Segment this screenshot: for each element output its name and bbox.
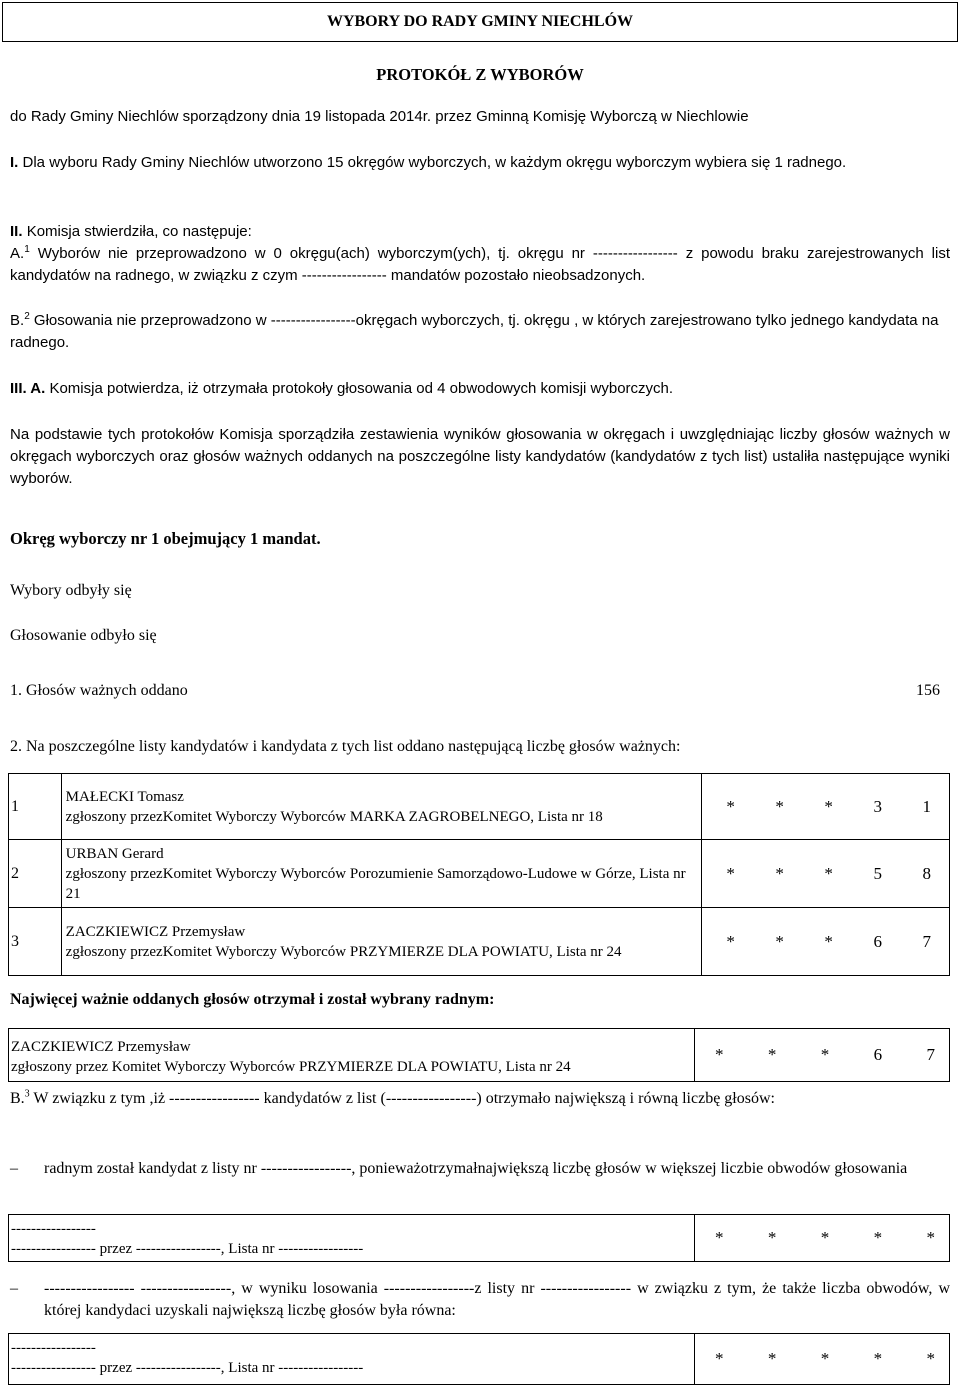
blank-line: ----------------- [11,1221,96,1237]
per-list-label: 2. Na poszczególne listy kandydatów i kandydata z tych list oddano następującą liczbę głosów ważnych: [10,738,681,755]
candidate-submitted: zgłoszony przezKomitet Wyborczy Wyborców PRZYMIERZE DLA POWIATU, Lista nr 24 [65,943,622,960]
winner-name: ZACZKIEWICZ Przemysław [11,1039,191,1055]
voting-held: Głosowanie odbyło się [10,627,157,644]
section-2-heading [10,221,950,243]
dash-marker: – [10,1160,18,1177]
section-3-text: Komisja potwierdza, iż otrzymała protokoły głosowania od 4 obwodowych komisji wyborczych. [49,380,674,397]
vote-digit: * [820,1349,830,1368]
vote-digit: 7 [922,931,931,951]
section-2b-text: Głosowania nie przeprowadzono w -----------------okręgach wyborczych, tj. okręgu , w których zarejestrowano tylko jednego kandydata na radnego. [10,312,939,351]
candidate-info [61,840,702,908]
vote-digit: * [775,796,784,816]
vote-digit: * [873,1349,883,1368]
winner-votes [694,1029,949,1081]
section-2-heading-text: Komisja stwierdziła, co następuje: [26,223,252,240]
valid-votes-value: 156 [916,682,940,699]
footnote-1: 1 [24,244,30,255]
valid-votes-row [10,680,950,702]
candidate-info [61,774,702,840]
vote-digit: 1 [922,796,931,816]
vote-digit: * [775,863,784,883]
winner-heading: Najwięcej ważnie oddanych głosów otrzymał i został wybrany radnym: [10,991,495,1008]
vote-digit: * [715,1045,724,1064]
valid-votes-label: 1. Głosów ważnych oddano [10,682,188,699]
footnote-2: 2 [24,311,30,322]
vote-digit: * [715,1349,724,1368]
candidate-info [61,908,702,976]
section-1-text: Dla wyboru Rady Gminy Niechlów utworzono 15 okręgów wyborczych, w każdym okręgu wyborczym wybiera się 1 radnego. [22,154,847,171]
district-heading: Okręg wyborczy nr 1 obejmujący 1 mandat. [10,529,321,548]
section-2a-label: A. [10,245,25,262]
candidates-table [8,773,950,976]
candidate-submitted: zgłoszony przezKomitet Wyborczy Wyborców MARKA ZAGROBELNEGO, Lista nr 18 [65,808,603,825]
blank-votes [694,1334,949,1384]
footnote-3: 3 [24,1088,30,1100]
vote-digit: * [726,931,735,951]
candidate-number: 3 [9,908,62,976]
vote-digit: * [767,1045,777,1064]
winner-box [8,1028,950,1082]
vote-digit: 5 [873,863,882,883]
section-b-label: B. [10,1090,25,1107]
vote-digit: * [726,863,735,883]
winner-info [11,1037,701,1077]
results-summary: Na podstawie tych protokołów Komisja sporządziła zestawienia wyników głosowania w okręgach i uwzględniając liczby głosów ważnych w okręgach wyborczych oraz głosów ważnych oddanych na poszczególne listy kandydatów (kandydatów z tych list) ustaliła następujące wyniki wyborów. [10,426,950,487]
vote-digit: * [926,1349,935,1368]
vote-digit: * [775,931,784,951]
intro-line: do Rady Gminy Niechlów sporządzony dnia 19 listopada 2014r. przez Gminną Komisję Wyborczą w Niechlowie [10,108,749,125]
table-row [9,908,950,976]
section-2b-label: B. [10,312,25,329]
vote-digit: 8 [922,863,931,883]
vote-digit: * [715,1228,724,1247]
candidate-number: 2 [9,840,62,908]
vote-digit: * [824,863,833,883]
section-2b [10,310,950,354]
blank-candidate-info [11,1338,701,1378]
blank-votes [694,1215,949,1261]
document-header: WYBORY DO RADY GMINY NIECHLÓW [2,2,958,42]
blank-candidate-box-2 [8,1333,950,1385]
section-2a-text-2: okręgu nr ----------------- z powodu braku zarejestrowanych list kandydatów na radnego, w związku z czym ----------------- mandatów pozostało nieobsadzonych. [10,245,951,284]
vote-digit: * [824,931,833,951]
candidate-votes [702,774,950,840]
vote-digit: * [767,1349,777,1368]
vote-digit: * [820,1228,830,1247]
blank-line: ----------------- [11,1340,96,1356]
section-1-label: I. [10,154,19,171]
section-2-label: II. [10,223,23,240]
table-row [9,840,950,908]
section-1 [10,152,950,174]
document-title: PROTOKÓŁ Z WYBORÓW [376,65,584,84]
candidate-votes [702,840,950,908]
blank-candidate-box-1 [8,1214,950,1262]
winner-submitted: zgłoszony przez Komitet Wyborczy Wyborców PRZYMIERZE DLA POWIATU, Lista nr 24 [11,1059,571,1075]
vote-digit: 3 [873,796,882,816]
section-b-text: W związku z tym ,iż ----------------- kandydatów z list (-----------------) otrzymało największą i równą liczbę głosów: [33,1090,775,1107]
vote-digit: * [767,1228,777,1247]
vote-digit: * [726,796,735,816]
candidate-name: URBAN Gerard [65,845,164,862]
vote-digit: * [926,1228,935,1247]
section-2a [10,243,950,287]
vote-digit: * [820,1045,830,1064]
blank-line: ----------------- przez -----------------, Lista nr ----------------- [11,1360,364,1376]
blank-candidate-info [11,1219,701,1259]
tie-rule-1-text: radnym został kandydat z listy nr -----------------, ponieważotrzymałnajwiększą liczbę głosów w większej liczbie obwodów głosowania [44,1160,908,1177]
table-row [9,774,950,840]
vote-digit: * [873,1228,883,1247]
vote-digit: * [824,796,833,816]
blank-line: ----------------- przez -----------------, Lista nr ----------------- [11,1241,364,1257]
tie-rule-1 [10,1158,950,1180]
candidate-submitted: zgłoszony przezKomitet Wyborczy Wyborców Porozumienie Samorządowo-Ludowe w Górze, Lista nr 21 [65,865,686,902]
tie-rule-2 [10,1278,950,1322]
dash-marker: – [10,1280,18,1297]
candidate-votes [702,908,950,976]
section-3 [10,378,950,400]
candidate-name: ZACZKIEWICZ Przemysław [65,923,246,940]
vote-digit: 7 [926,1045,935,1064]
section-3-label: III. A. [10,380,46,397]
tie-rule-2-text: ----------------- -----------------, w wyniku losowania -----------------z listy nr ----------------- w związku z tym, że także liczba obwodów, w której kandydaci uzyskali największą liczbę głosów była równa: [44,1280,950,1319]
section-b [10,1088,950,1110]
section-2a-text-1: Wyborów nie przeprowadzono w 0 okręgu(ach) wyborczym(ych), tj. [37,245,510,262]
candidate-number: 1 [9,774,62,840]
vote-digit: 6 [873,931,882,951]
vote-digit: 6 [873,1045,883,1064]
candidate-name: MAŁECKI Tomasz [65,788,184,805]
elections-held: Wybory odbyły się [10,582,132,599]
